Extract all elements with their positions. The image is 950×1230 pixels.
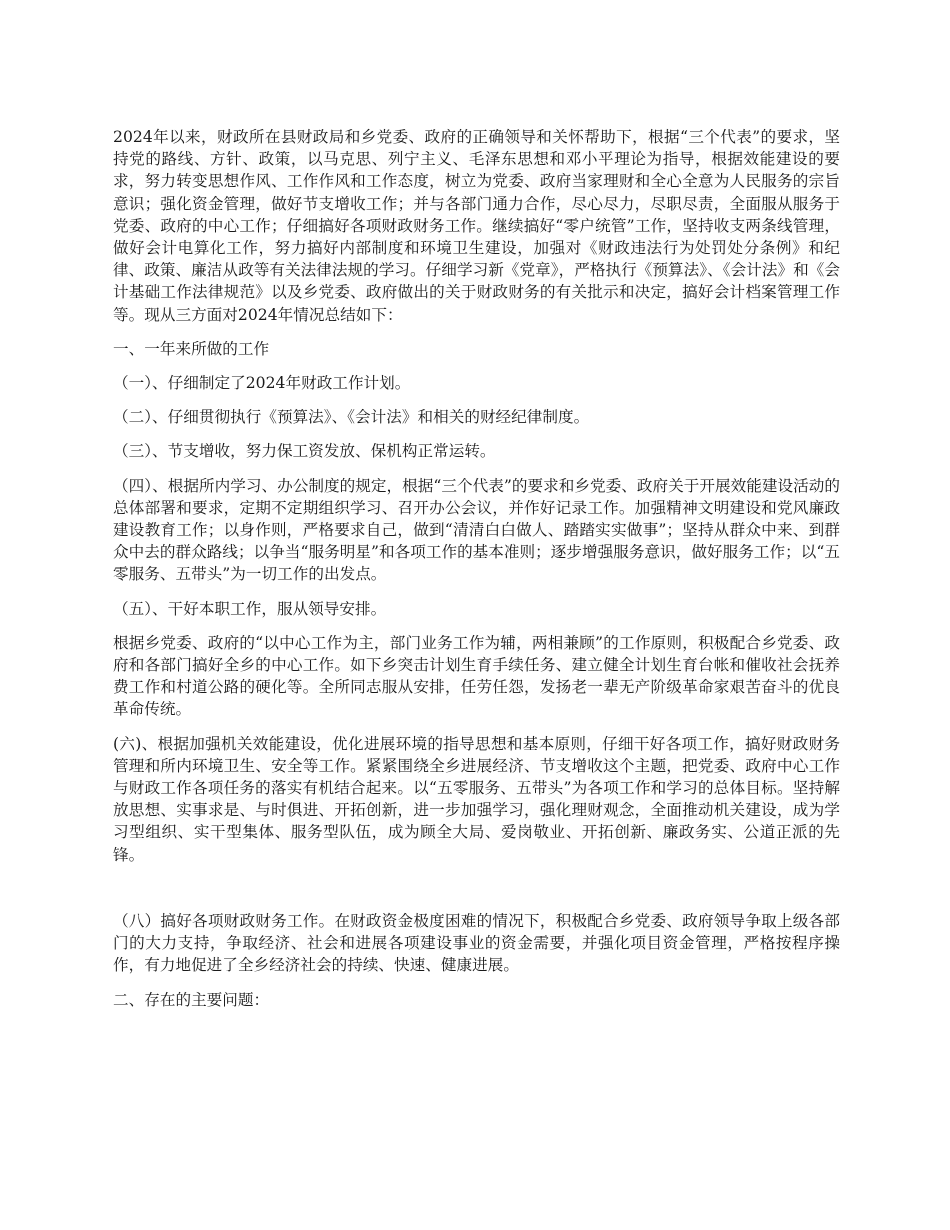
section-heading-problems: 二、存在的主要问题： <box>113 990 270 1009</box>
item-8: （八）搞好各项财政财务工作。在财政资金极度困难的情况下，积极配合乡党委、政府领导争取上级各部门的大力支持，争取经济、社会和进展各项建设事业的资金需要，并强化项目资金管理，严格按程序操作，有力地促进了全乡经济社会的持续、快速、健康进展。 <box>113 911 840 975</box>
item-1: （一）、仔细制定了2024年财政工作计划。 <box>113 374 411 393</box>
item-3: （三）、节支增收，努力保工资发放、保机构正常运转。 <box>113 442 496 461</box>
item-4: （四）、根据所内学习、办公制度的规定，根据“三个代表”的要求和乡党委、政府关于开展效能建设活动的总体部署和要求，定期不定期组织学习、召开办公会议，并作好记录工作。加强精神文明建设和党风廉政建设教育工作；以身作则，严格要求自己，做到“清清白白做人、踏踏实实做事”；坚持从群众中来、到群众中去的群众路线；以争当“服务明星”和各项工作的基本准则；逐步增强服务意识，做好服务工作；以“五零服务、五带头”为一切工作的出发点。 <box>113 476 840 584</box>
section-heading-work: 一、一年来所做的工作 <box>113 339 270 358</box>
item-5-detail: 根据乡党委、政府的“以中心工作为主，部门业务工作为辅，两相兼顾”的工作原则，积极配合乡党委、政府和各部门搞好全乡的中心工作。如下乡突击计划生育手续任务、建立健全计划生育台帐和催收社会抚养费工作和村道公路的硬化等。全所同志服从安排，任劳任怨，发扬老一辈无产阶级革命家艰苦奋斗的优良革命传统。 <box>113 633 840 719</box>
item-6: (六)、根据加强机关效能建设，优化进展环境的指导思想和基本原则，仔细干好各项工作，搞好财政财务管理和所内环境卫生、安全等工作。紧紧围绕全乡进展经济、节支增收这个主题，把党委、政府中心工作与财政工作各项任务的落实有机结合起来。以“五零服务、五带头”为各项工作和学习的总体目标。坚持解放思想、实事求是、与时俱进、开拓创新，进一步加强学习，强化理财观念，全面推动机关建设，成为学习型组织、实干型集体、服务型队伍，成为顾全大局、爱岗敬业、开拓创新、廉政务实、公道正派的先锋。 <box>113 734 840 864</box>
item-5: （五）、干好本职工作，服从领导安排。 <box>113 599 387 618</box>
document-body <box>113 126 840 1023</box>
item-2: （二）、仔细贯彻执行《预算法》、《会计法》和相关的财经纪律制度。 <box>113 408 590 427</box>
intro-paragraph: 2024年以来，财政所在县财政局和乡党委、政府的正确领导和关怀帮助下，根据“三个代表”的要求，坚持党的路线、方针、政策，以马克思、列宁主义、毛泽东思想和邓小平理论为指导，根据效能建设的要求，努力转变思想作风、工作作风和工作态度，树立为党委、政府当家理财和全心全意为人民服务的宗旨意识；强化资金管理，做好节支增收工作；并与各部门通力合作，尽心尽力，尽职尽责，全面服从服务于党委、政府的中心工作；仔细搞好各项财政财务工作。继续搞好“零户统管”工作，坚持收支两条线管理，做好会计电算化工作，努力搞好内部制度和环境卫生建设，加强对《财政违法行为处罚处分条例》和纪律、政策、廉洁从政等有关法律法规的学习。仔细学习新《党章》，严格执行《预算法》、《会计法》和《会计基础工作法律规范》以及乡党委、政府做出的关于财政财务的有关批示和决定，搞好会计档案管理工作等。现从三方面对2024年情况总结如下： <box>113 128 840 324</box>
